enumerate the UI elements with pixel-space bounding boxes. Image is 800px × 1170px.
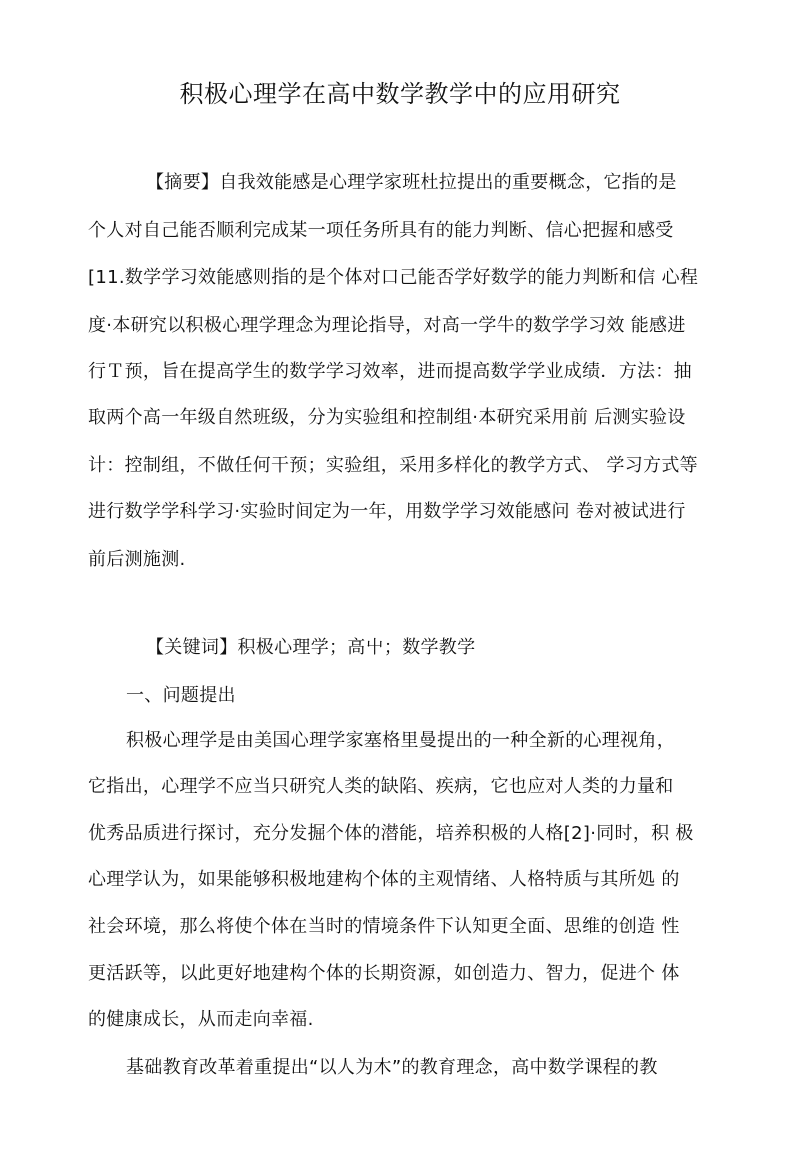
paragraph-line: 心理学认为，如果能够积极地建构个体的主观情绪、人格特质与其所処 的 [88,869,680,890]
abstract-line: 进行数学学科学习·实验时间定为一年，用数学学习效能感问 卷对被试进行 [88,501,686,522]
paragraph-line: 社会环境，那么将使个体在当时的情境条件下认知更全面、思维的创造 性 [88,916,680,937]
section-heading: 一、问题提出 [126,685,236,706]
abstract-line: 取两个高一年级自然班级，分为实验组和控制组·本研究采用前 后测实验设 [88,407,686,428]
paragraph-line: 基础教育改革着重提出“以人为木”的教育理念，高中数学课程的教 [126,1057,658,1078]
abstract-line: [11.数学学习效能感则指的是个体对口己能否学好数学的能力判断和信 心程 [88,267,699,288]
paragraph-line: 它指出，心理学不应当只研究人类的缺陷、疾病，它也应对人类的力量和 [88,776,674,797]
abstract-line: 【摘要】自我效能感是心理学家班杜拉提出的重要概念，它指的是 [146,172,677,193]
document-title: 积极心理学在高中数学教学中的应用研究 [179,80,621,108]
abstract-line: 行Ｔ预，旨在提高学生的数学学习效率，进而提高数学学业成绩．方法：抽 [88,361,692,382]
keywords-line: 【关键词】积极心理学；高屮；数学教学 [146,637,476,658]
paragraph-line: 优秀品质进行探讨，充分发掘个体的潜能，培养积极的人格[2]·同时，积 极 [88,823,694,844]
paragraph-line: 的健康成长，从而走向幸福. [88,1009,314,1030]
abstract-line: 前后测施测. [88,549,186,570]
paragraph-line: 积极心理学是由美国心理学家塞格里曼提出的一种全新的心理视角， [126,730,675,751]
paragraph-line: 更活跃等，以此更好地建构个体的长期资源，如创造力、智力，促进个 体 [88,963,680,984]
abstract-line: 个人对自己能否顺利完成某一项任务所具有的能力判断、信心把握和感受 [88,220,674,241]
abstract-line: 度·本研究以积极心理学理念为理论指导，对高一学牛的数学学习效 能感进 [88,315,686,336]
abstract-line: 计：控制组，不做任何干预；实验组，采用多样化的教学方式、 学习方式等 [88,455,698,476]
